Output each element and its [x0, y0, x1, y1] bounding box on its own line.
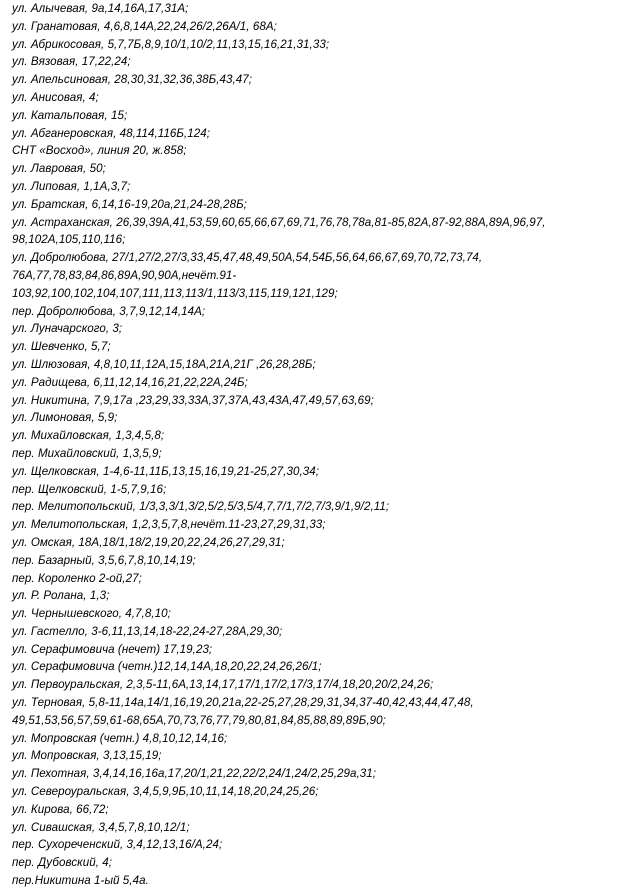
address-line: пер. Сухореченский, 3,4,12,13,16/А,24;	[12, 838, 223, 852]
address-line: ул. Мелитопольская, 1,2,3,5,7,8,нечёт.11-23,27,29,31,33;	[12, 518, 326, 532]
address-line: ул. Первоуральская, 2,3,5-11,6А,13,14,17,17/1,17/2,17/3,17/4,18,20,20/2,24,26;	[12, 678, 434, 692]
address-line: ул. Омская, 18А,18/1,18/2,19,20,22,24,26,27,29,31;	[12, 535, 285, 549]
address-line: ул. Щелковская, 1-4,6-11,11Б,13,15,16,19,21-25,27,30,34;	[12, 464, 319, 478]
address-line: ул. Абрикосовая, 5,7,7Б,8,9,10/1,10/2,11,13,15,16,21,31,33;	[12, 37, 330, 51]
address-line: ул. Липовая, 1,1А,3,7;	[12, 179, 131, 193]
address-line: ул. Кирова, 66,72;	[12, 802, 109, 816]
address-list	[12, 0, 616, 890]
address-line: ул. Луначарского, 3;	[12, 322, 123, 336]
address-line: ул. Братская, 6,14,16-19,20а,21,24-28,28Б;	[12, 197, 247, 211]
address-line: ул. Никитина, 7,9,17а ,23,29,33,33А,37,37А,43,43А,47,49,57,63,69;	[12, 393, 374, 407]
address-line: ул. Сивашская, 3,4,5,7,8,10,12/1;	[12, 820, 190, 834]
address-line: пер. Михайловский, 1,3,5,9;	[12, 446, 162, 460]
address-line: пер. Добролюбова, 3,7,9,12,14,14А;	[12, 304, 206, 318]
address-line: ул. Апельсиновая, 28,30,31,32,36,38Б,43,47;	[12, 73, 253, 87]
address-line: пер. Базарный, 3,5,6,7,8,10,14,19;	[12, 553, 196, 567]
address-line: ул. Гастелло, 3-6,11,13,14,18-22,24-27,28А,29,30;	[12, 624, 283, 638]
address-line: ул. Р. Ролана, 1,3;	[12, 589, 110, 603]
address-line: СНТ «Восход», линия 20, ж.858;	[12, 144, 187, 158]
address-line: ул. Лавровая, 50;	[12, 162, 106, 176]
address-line: 76А,77,78,83,84,86,89А,90,90А,нечёт.91-	[12, 268, 237, 282]
address-line: пер.Никитина 1-ый 5,4а.	[12, 874, 149, 888]
address-line: ул. Мопровская, 3,13,15,19;	[12, 749, 162, 763]
address-line: ул. Серафимовича (четн.)12,14,14А,18,20,22,24,26,26/1;	[12, 660, 322, 674]
address-line: ул. Катальповая, 15;	[12, 108, 128, 122]
address-line: ул. Абганеровская, 48,114,116Б,124;	[12, 126, 211, 140]
address-line: ул. Лимоновая, 5,9;	[12, 411, 118, 425]
address-line: пер. Щелковский, 1-5,7,9,16;	[12, 482, 167, 496]
address-line: ул. Вязовая, 17,22,24;	[12, 55, 131, 69]
address-line: ул. Пехотная, 3,4,14,16,16а,17,20/1,21,22,22/2,24/1,24/2,25,29а,31;	[12, 767, 377, 781]
address-line: 49,51,53,56,57,59,61-68,65А,70,73,76,77,79,80,81,84,85,88,89,89Б,90;	[12, 713, 386, 727]
address-line: ул. Мопровская (четн.) 4,8,10,12,14,16;	[12, 731, 228, 745]
address-line: ул. Шевченко, 5,7;	[12, 340, 111, 354]
address-line: ул. Гранатовая, 4,6,8,14А,22,24,26/2,26А/1, 68А;	[12, 19, 277, 33]
address-line: ул. Североуральская, 3,4,5,9,9Б,10,11,14,18,20,24,25,26;	[12, 785, 319, 799]
address-line: ул. Астраханская, 26,39,39А,41,53,59,60,65,66,67,69,71,76,78,78а,81-85,82А,87-92,88А,89А,96,97,	[12, 215, 546, 229]
address-line: ул. Шлюзовая, 4,8,10,11,12А,15,18А,21А,21Г ,26,28,28Б;	[12, 357, 316, 371]
address-line: ул. Серафимовича (нечет) 17,19,23;	[12, 642, 213, 656]
address-line: 98,102А,105,110,116;	[12, 233, 126, 247]
address-line: пер. Мелитопольский, 1/3,3,3/1,3/2,5/2,5/3,5/4,7,7/1,7/2,7/3,9/1,9/2,11;	[12, 500, 390, 514]
address-line: пер. Короленко 2-ой,27;	[12, 571, 142, 585]
address-line: пер. Дубовский, 4;	[12, 856, 113, 870]
address-line: ул. Радищева, 6,11,12,14,16,21,22,22А,24Б;	[12, 375, 248, 389]
address-line: ул. Алычевая, 9а,14,16А,17,31А;	[12, 2, 189, 15]
address-line: ул. Анисовая, 4;	[12, 90, 99, 104]
address-line: ул. Добролюбова, 27/1,27/2,27/3,33,45,47,48,49,50А,54,54Б,56,64,66,67,69,70,72,73,74,	[12, 251, 483, 265]
address-line: ул. Михайловская, 1,3,4,5,8;	[12, 429, 165, 443]
address-line: 103,92,100,102,104,107,111,113,113/1,113/3,115,119,121,129;	[12, 286, 338, 300]
address-line: ул. Терновая, 5,8-11,14а,14/1,16,19,20,21а,22-25,27,28,29,31,34,37-40,42,43,44,47,48,	[12, 696, 474, 710]
address-line: ул. Чернышевского, 4,7,8,10;	[12, 607, 171, 621]
